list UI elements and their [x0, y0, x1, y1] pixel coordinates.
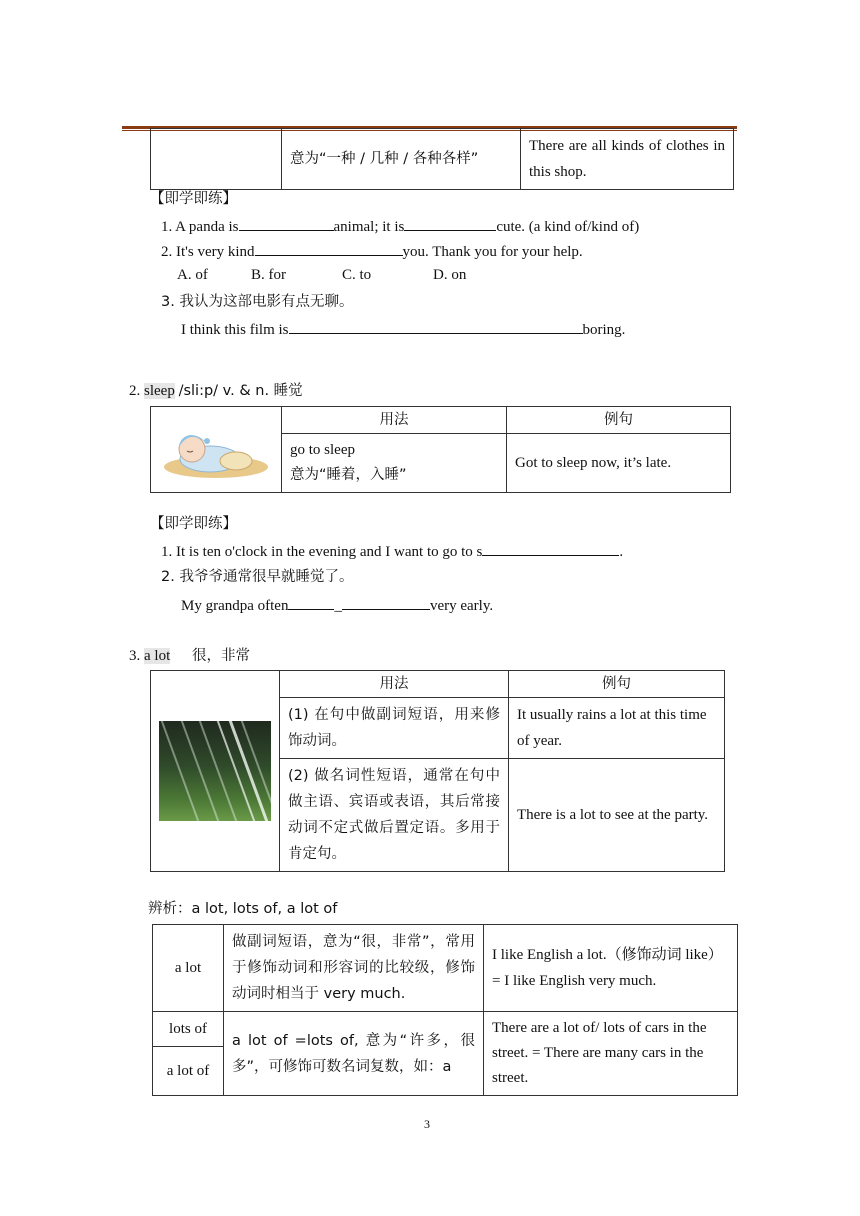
example-cell: There are a lot of/ lots of cars in the street. = There are many cars in the street.: [484, 1012, 738, 1096]
column-header-example: 例句: [509, 671, 725, 698]
vocab-meaning: 很，非常: [192, 648, 250, 664]
example-cell: There are all kinds of clothes in this shop.: [521, 129, 734, 190]
kind-of-table: [150, 128, 734, 190]
vocab-word: a lot: [144, 648, 171, 664]
q-text: I think this film is: [181, 322, 289, 338]
a-lot-table: [150, 670, 725, 872]
vocab-word: sleep: [144, 383, 175, 399]
usage-cell: 做副词短语，意为“很，非常”，常用于修饰动词和形容词的比较级，修饰动词时相当于 very much.: [224, 925, 484, 1012]
answer-blank[interactable]: [255, 240, 403, 256]
term-cell: a lot of: [153, 1047, 224, 1096]
comparison-table: [152, 924, 738, 1096]
sleep-table: [150, 406, 731, 493]
column-header-usage: 用法: [282, 407, 507, 434]
page-number: 3: [424, 1117, 430, 1131]
image-cell: [151, 671, 280, 872]
q-text: you. Thank you for your help.: [402, 244, 583, 260]
q-text: cute. (a kind of/kind of): [496, 219, 640, 235]
usage-cell: [282, 434, 507, 493]
section-number: 3.: [129, 648, 141, 664]
example-cell: I like English a lot.（修饰动词 like）= I like English very much.: [484, 925, 738, 1012]
q-text: very early.: [429, 598, 494, 614]
section-heading-a-lot: [129, 646, 250, 666]
example-cell: It usually rains a lot at this time of year.: [509, 698, 725, 759]
answer-blank[interactable]: [239, 215, 334, 231]
option-a: A. of: [177, 267, 208, 283]
example-cell: Got to sleep now, it’s late.: [507, 434, 731, 493]
practice-question: [181, 594, 493, 616]
q-text: .: [619, 544, 624, 560]
practice-question: [181, 318, 625, 340]
option-d: D. on: [433, 267, 467, 283]
usage-cell: a lot of =lots of, 意为“许多，很多”，可修饰可数名词复数，如：a: [224, 1012, 484, 1096]
usage-cell: (1) 在句中做副词短语，用来修饰动词。: [280, 698, 509, 759]
q-text: boring.: [582, 322, 626, 338]
practice-question: [161, 540, 623, 562]
answer-blank[interactable]: [289, 318, 583, 334]
usage-cell: 意为“一种 / 几种 / 各种各样”: [282, 129, 521, 190]
term-cell: a lot: [153, 925, 224, 1012]
practice-question: [161, 240, 583, 262]
answer-blank[interactable]: [404, 215, 496, 231]
sleeping-baby-image: [160, 421, 272, 479]
practice-question-cn: 3. 我认为这部电影有点无聊。: [161, 294, 354, 310]
option-b: B. for: [251, 267, 286, 283]
q-text: 1. It is ten o'clock in the evening and I want to go to s: [161, 544, 483, 560]
comparison-heading: [148, 899, 337, 919]
practice-heading: 【即学即练】: [150, 516, 237, 532]
example-cell: There is a lot to see at the party.: [509, 759, 725, 872]
section-heading-sleep: [129, 381, 303, 401]
rain-sprinkler-image: [159, 721, 271, 821]
q-text: My grandpa often: [181, 598, 289, 614]
q-text: _: [334, 598, 342, 614]
option-c: C. to: [342, 267, 372, 283]
answer-blank[interactable]: [342, 594, 430, 610]
vocab-info: /sli:p/ v. & n. 睡觉: [178, 383, 303, 399]
usage-phrase: go to sleep: [290, 442, 355, 458]
usage-meaning: 意为“睡着，入睡”: [290, 467, 407, 483]
comparison-title: 辨析：a lot, lots of, a lot of: [148, 901, 338, 917]
practice-question: [161, 215, 639, 237]
column-header-example: 例句: [507, 407, 731, 434]
section-number: 2.: [129, 383, 141, 399]
term-cell: lots of: [153, 1012, 224, 1047]
practice-heading: 【即学即练】: [150, 191, 237, 207]
column-header-usage: 用法: [280, 671, 509, 698]
answer-blank[interactable]: [482, 540, 619, 556]
image-cell: [151, 129, 282, 190]
q-text: 1. A panda is: [161, 219, 239, 235]
practice-question-cn: 2. 我爷爷通常很早就睡觉了。: [161, 569, 354, 585]
q-text: 2. It's very kind: [161, 244, 255, 260]
usage-cell: (2) 做名词性短语，通常在句中做主语、宾语或表语，其后常接动词不定式做后置定语。多用于肯定句。: [280, 759, 509, 872]
answer-blank[interactable]: [288, 594, 334, 610]
image-cell: [151, 407, 282, 493]
q-text: animal; it is: [333, 219, 405, 235]
